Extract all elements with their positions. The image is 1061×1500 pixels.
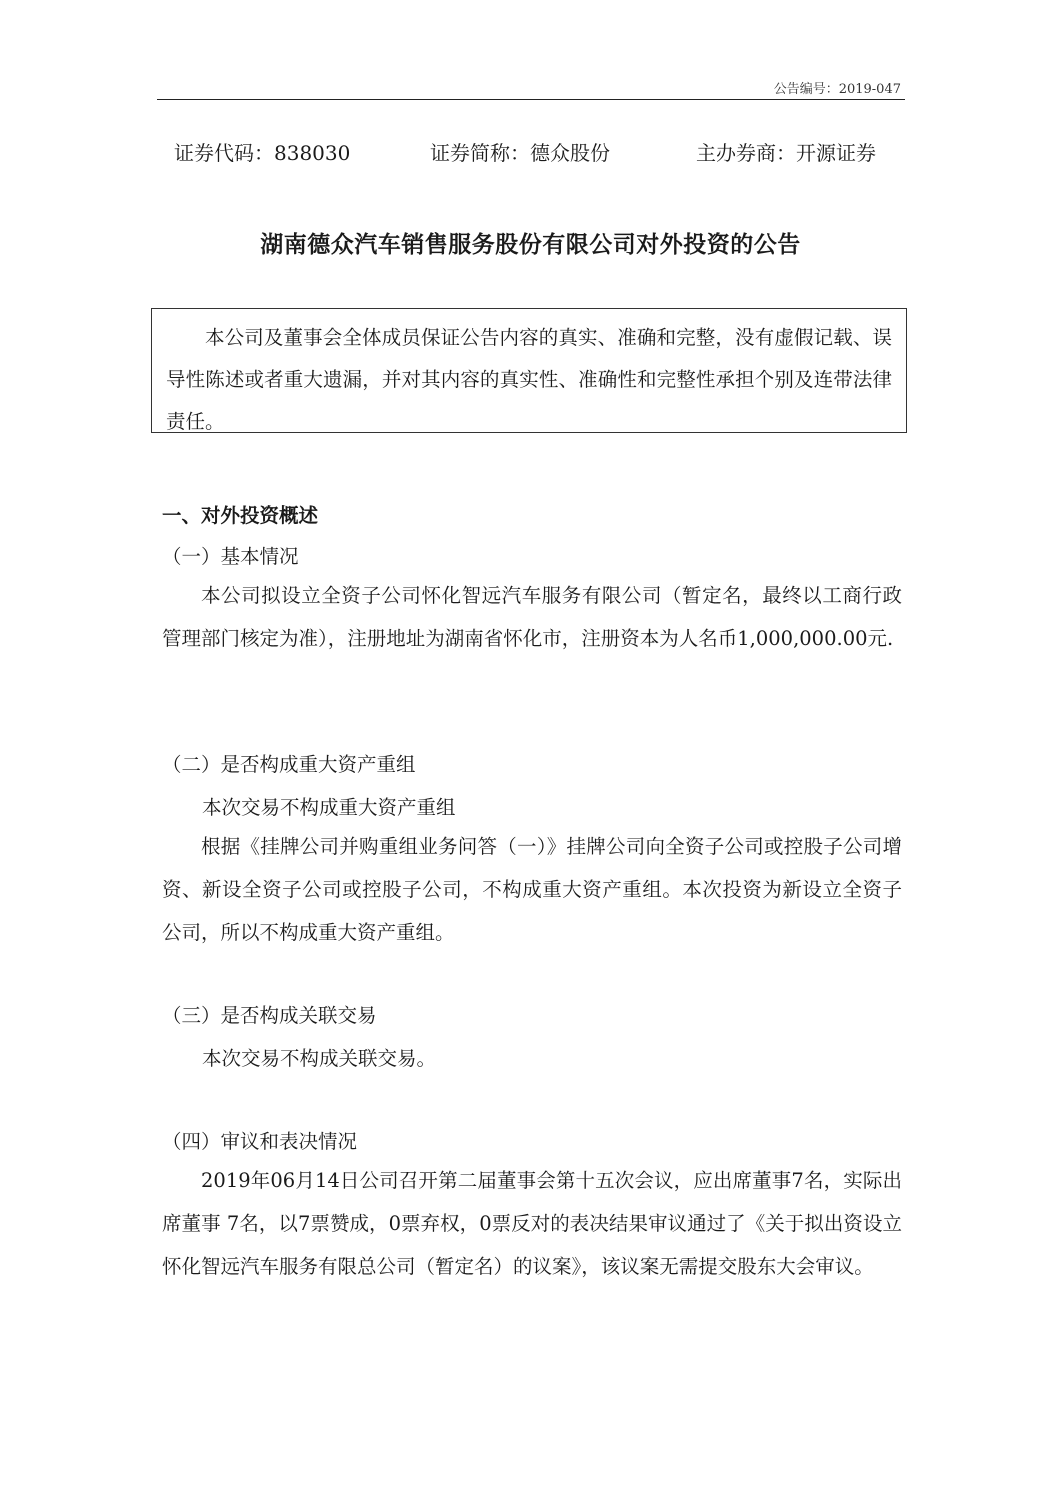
- subsection-heading-review-vote: （四）审议和表决情况: [162, 1130, 358, 1153]
- paragraph-restructuring-basis: 根据《挂牌公司并购重组业务问答（一）》挂牌公司向全资子公司或控股子公司增资、新设全资子公司或控股子公司，不构成重大资产重组。本次投资为新设立全资子公司，所以不构成重大资产重组。: [162, 835, 902, 944]
- paragraph-review-vote: 2019年06月14日公司召开第二届董事会第十五次会议，应出席董事7名，实际出席董事 7名，以7票赞成，0票弃权，0票反对的表决结果审议通过了《关于拟出资设立怀化智远汽车服务有限总公司（暂定名）的议案》，该议案无需提交股东大会审议。: [162, 1169, 902, 1278]
- securities-code: 证券代码：838030: [174, 141, 351, 165]
- securities-info: [174, 137, 894, 166]
- board-declaration-box: 本公司及董事会全体成员保证公告内容的真实、准确和完整，没有虚假记载、误导性陈述或者重大遗漏，并对其内容的真实性、准确性和完整性承担个别及连带法律责任。: [151, 308, 907, 433]
- subsection-heading-major-restructuring: （二）是否构成重大资产重组: [162, 753, 416, 776]
- announcement-number: 公告编号：2019-047: [773, 82, 901, 97]
- statement-no-restructuring: 本次交易不构成重大资产重组: [202, 796, 456, 819]
- page-title: 湖南德众汽车销售服务股份有限公司对外投资的公告: [260, 232, 801, 258]
- subsection-heading-basic-info: （一）基本情况: [162, 545, 299, 568]
- securities-short-name: 证券简称：德众股份: [430, 141, 610, 165]
- header-divider: [157, 99, 905, 100]
- sponsor-broker: 主办券商：开源证券: [696, 141, 876, 165]
- subsection-heading-related-transaction: （三）是否构成关联交易: [162, 1004, 377, 1027]
- paragraph-basic-info: 本公司拟设立全资子公司怀化智远汽车服务有限公司（暂定名，最终以工商行政管理部门核定为准），注册地址为湖南省怀化市，注册资本为人名币1,000,000.00元.: [162, 584, 902, 650]
- section-heading-investment-overview: 一、对外投资概述: [162, 504, 319, 527]
- statement-no-related-transaction: 本次交易不构成关联交易。: [202, 1047, 437, 1070]
